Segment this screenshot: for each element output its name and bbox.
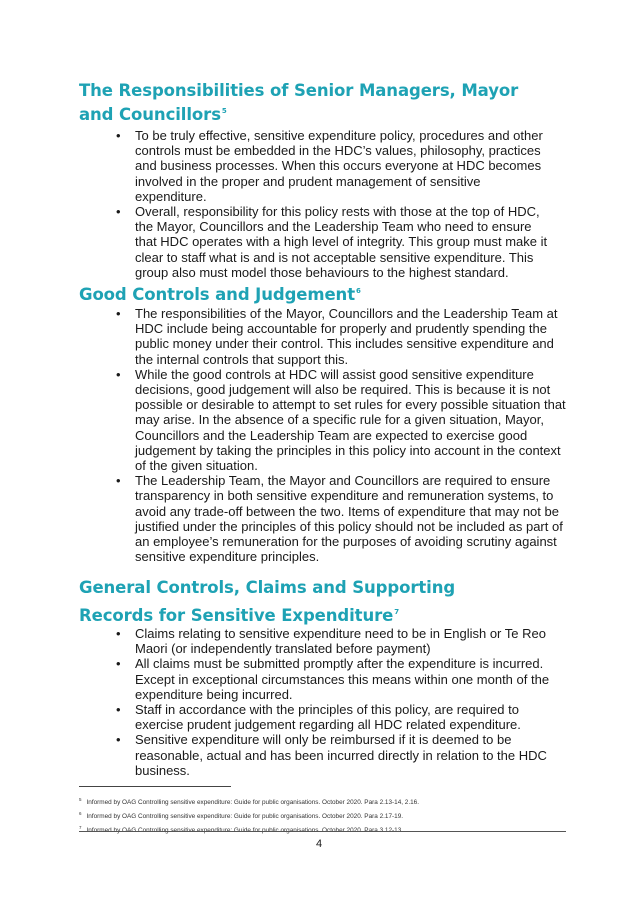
footnote: [79, 794, 419, 808]
footnote-number: 6: [79, 811, 82, 816]
page-footer-divider: [79, 831, 566, 832]
list-item: • All claims must be submitted promptly after the expenditure is incurred. Except in exceptional circumstances this means within one month of the expenditure being incurred.: [115, 656, 555, 702]
footnote: [79, 822, 419, 836]
list-item: • Claims relating to sensitive expenditure need to be in English or Te Reo Maori (or independently translated before payment): [115, 626, 555, 656]
section-heading-responsibilities: [79, 80, 519, 125]
list-item: • Overall, responsibility for this policy rests with those at the top of HDC, the Mayor, Councillors and the Leadership Team who need to ensure that HDC operates with a high level of integrity. This group must make it clear to staff what is and is not acceptable sensitive expenditure. This group also must model those behaviours to the highest standard.: [115, 204, 555, 280]
section-heading-good-controls: [79, 281, 539, 305]
footnote: [79, 808, 419, 822]
list-item: • While the good controls at HDC will assist good sensitive expenditure decisions, good judgement will also be required. This is because it is not possible or desirable to attempt to set rules for every possible situation that may arise. In the absence of a specific rule for a given situation, Mayor, Councillors and the Leadership Team are expected to exercise good judgement by taking the principles in this policy into account in the context of the given situation.: [115, 367, 567, 473]
section-title: The Responsibilities of Senior Managers, Mayor and Councillors: [79, 81, 519, 124]
footnote-number: 5: [79, 797, 82, 802]
footnote-number: 7: [79, 825, 82, 830]
list-item: • To be truly effective, sensitive expenditure policy, procedures and other controls must be embedded in the HDC’s values, philosophy, practices and business processes. When this occurs everyone at HDC becomes involved in the proper and prudent management of sensitive expenditure.: [115, 128, 555, 204]
bullet-list-general-controls: [115, 626, 555, 778]
list-item: • The responsibilities of the Mayor, Councillors and the Leadership Team at HDC include being accountable for properly and prudently spending the public money under their control. This includes sensitive expenditure and the internal controls that support this.: [115, 306, 567, 367]
list-item: • The Leadership Team, the Mayor and Councillors are required to ensure transparency in both sensitive expenditure and remuneration systems, to avoid any trade-off between the two. Items of expenditure that may not be justified under the principles of this policy should not be included as part of an employee’s remuneration for the purposes of avoiding scrutiny against sensitive expenditure principles.: [115, 473, 567, 564]
bullet-list-good-controls: [115, 306, 567, 564]
page-number: 4: [315, 838, 323, 850]
list-item: • Staff in accordance with the principles of this policy, are required to exercise prudent judgement regarding all HDC related expenditure.: [115, 702, 555, 732]
list-item: • Sensitive expenditure will only be reimbursed if it is deemed to be reasonable, actual and has been incurred directly in relation to the HDC business.: [115, 732, 555, 778]
section-title: General Controls, Claims and Supporting Records for Sensitive Expenditure: [79, 578, 456, 625]
footnote-ref: 5: [221, 107, 227, 115]
footnote-divider: [79, 786, 231, 787]
footnote-ref: 6: [356, 287, 361, 295]
section-heading-general-controls: [79, 576, 519, 628]
bullet-list-responsibilities: [115, 128, 555, 280]
footnote-ref: 7: [394, 608, 400, 616]
section-title: Good Controls and Judgement: [79, 285, 355, 304]
footnote-text: Informed by OAG Controlling sensitive expenditure: Guide for public organisations. October 2020. Para 2.17-19.: [86, 813, 404, 820]
footnote-text: Informed by OAG Controlling sensitive expenditure: Guide for public organisations. October 2020. Para 2.13-14, 2.16.: [86, 799, 420, 806]
footnotes: [79, 794, 419, 836]
